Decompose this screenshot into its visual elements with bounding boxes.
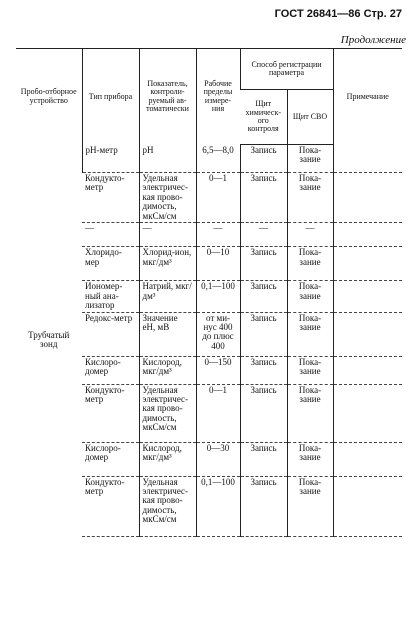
cell-indicator: —: [139, 223, 196, 247]
cell-type: —: [82, 223, 139, 247]
cell-shield-chem: —: [240, 223, 287, 247]
cell-shield-svo: Пока-зание: [287, 312, 333, 356]
cell-shield-svo: Пока-зание: [287, 145, 333, 173]
cell-note: [333, 442, 402, 476]
cell-note: [333, 312, 402, 356]
cell-note: [333, 476, 402, 536]
cell-range: 6,5—8,0: [196, 145, 240, 173]
cell-shield-svo: Пока-зание: [287, 356, 333, 384]
cell-range: 0,1—100: [196, 476, 240, 536]
cell-indicator: Кислород, мкг/дм³: [139, 356, 196, 384]
col-device: Пробо-отборное устройство: [16, 49, 82, 145]
cell-note: [333, 281, 402, 312]
cell-shield-chem: Запись: [240, 356, 287, 384]
col-ranges: Рабочие пределы измере-ния: [196, 49, 240, 145]
cell-shield-svo: Пока-зание: [287, 281, 333, 312]
cell-note: [333, 223, 402, 247]
table-bottom-edge: [16, 595, 402, 601]
cell-shield-svo: Пока-зание: [287, 173, 333, 223]
col-shield-svo: Щит СВО: [287, 90, 333, 145]
cell-indicator: Кислород, мкг/дм³: [139, 442, 196, 476]
cell-range: 0—1: [196, 173, 240, 223]
table-body: [16, 145, 402, 537]
group-label: Трубчатый зонд: [28, 329, 70, 350]
cell-shield-svo: Пока-зание: [287, 442, 333, 476]
cell-range: 0—150: [196, 356, 240, 384]
page-header: ГОСТ 26841—86 Стр. 27: [274, 8, 402, 20]
cell-note: [333, 384, 402, 442]
cell-shield-chem: Запись: [240, 312, 287, 356]
cell-range: —: [196, 223, 240, 247]
cell-indicator: Натрий, мкг/дм³: [139, 281, 196, 312]
cell-shield-chem: Запись: [240, 281, 287, 312]
col-type: Тип прибора: [82, 49, 139, 145]
cell-shield-svo: —: [287, 223, 333, 247]
cell-indicator: Удельная электричес-кая прово-димость, мкСм/см: [139, 384, 196, 442]
cell-range: 0—10: [196, 247, 240, 281]
cell-shield-chem: Запись: [240, 173, 287, 223]
cell-shield-svo: Пока-зание: [287, 476, 333, 536]
cell-shield-svo: Пока-зание: [287, 247, 333, 281]
cell-shield-chem: Запись: [240, 145, 287, 173]
cell-type: Кислоро-домер: [82, 356, 139, 384]
cell-range: 0—30: [196, 442, 240, 476]
cell-indicator: Хлорид-ион, мкг/дм³: [139, 247, 196, 281]
cell-range: от ми-нус 400 до плюс 400: [196, 312, 240, 356]
cell-indicator: pH: [139, 145, 196, 173]
cell-type: Иономер-ный ана-лизатор: [82, 281, 139, 312]
cell-type: Хлоридо-мер: [82, 247, 139, 281]
cell-type: Редокс-метр: [82, 312, 139, 356]
cell-shield-chem: Запись: [240, 247, 287, 281]
col-method-group: Способ регистрации параметра: [240, 49, 333, 90]
cell-shield-svo: Пока-зание: [287, 384, 333, 442]
table-row: [16, 145, 402, 173]
cell-range: 0—1: [196, 384, 240, 442]
col-indicator: Показатель, контроли-руемый ав-томатически: [139, 49, 196, 145]
cell-shield-chem: Запись: [240, 384, 287, 442]
cell-note: [333, 247, 402, 281]
cell-type: Кондукто-метр: [82, 173, 139, 223]
parameters-table: [16, 48, 402, 537]
cell-type: Кондукто-метр: [82, 384, 139, 442]
cell-type: Кондукто-метр: [82, 476, 139, 536]
cell-type: Кислоро-домер: [82, 442, 139, 476]
cell-indicator: Удельная электричес-кая прово-димость, мкСм/см: [139, 173, 196, 223]
cell-note: [333, 356, 402, 384]
cell-note: [333, 145, 402, 173]
col-note: Примечание: [333, 49, 402, 145]
col-shield-chem: Щит химическ-ого контроля: [240, 90, 287, 145]
cell-type: pH-метр: [82, 145, 139, 173]
continuation-label: Продолжение: [340, 34, 406, 46]
cell-shield-chem: Запись: [240, 442, 287, 476]
cell-shield-chem: Запись: [240, 476, 287, 536]
cell-note: [333, 173, 402, 223]
cell-indicator: Удельная электричес-кая прово-димость, мкСм/см: [139, 476, 196, 536]
cell-indicator: Значение еН, мВ: [139, 312, 196, 356]
cell-range: 0,1—100: [196, 281, 240, 312]
